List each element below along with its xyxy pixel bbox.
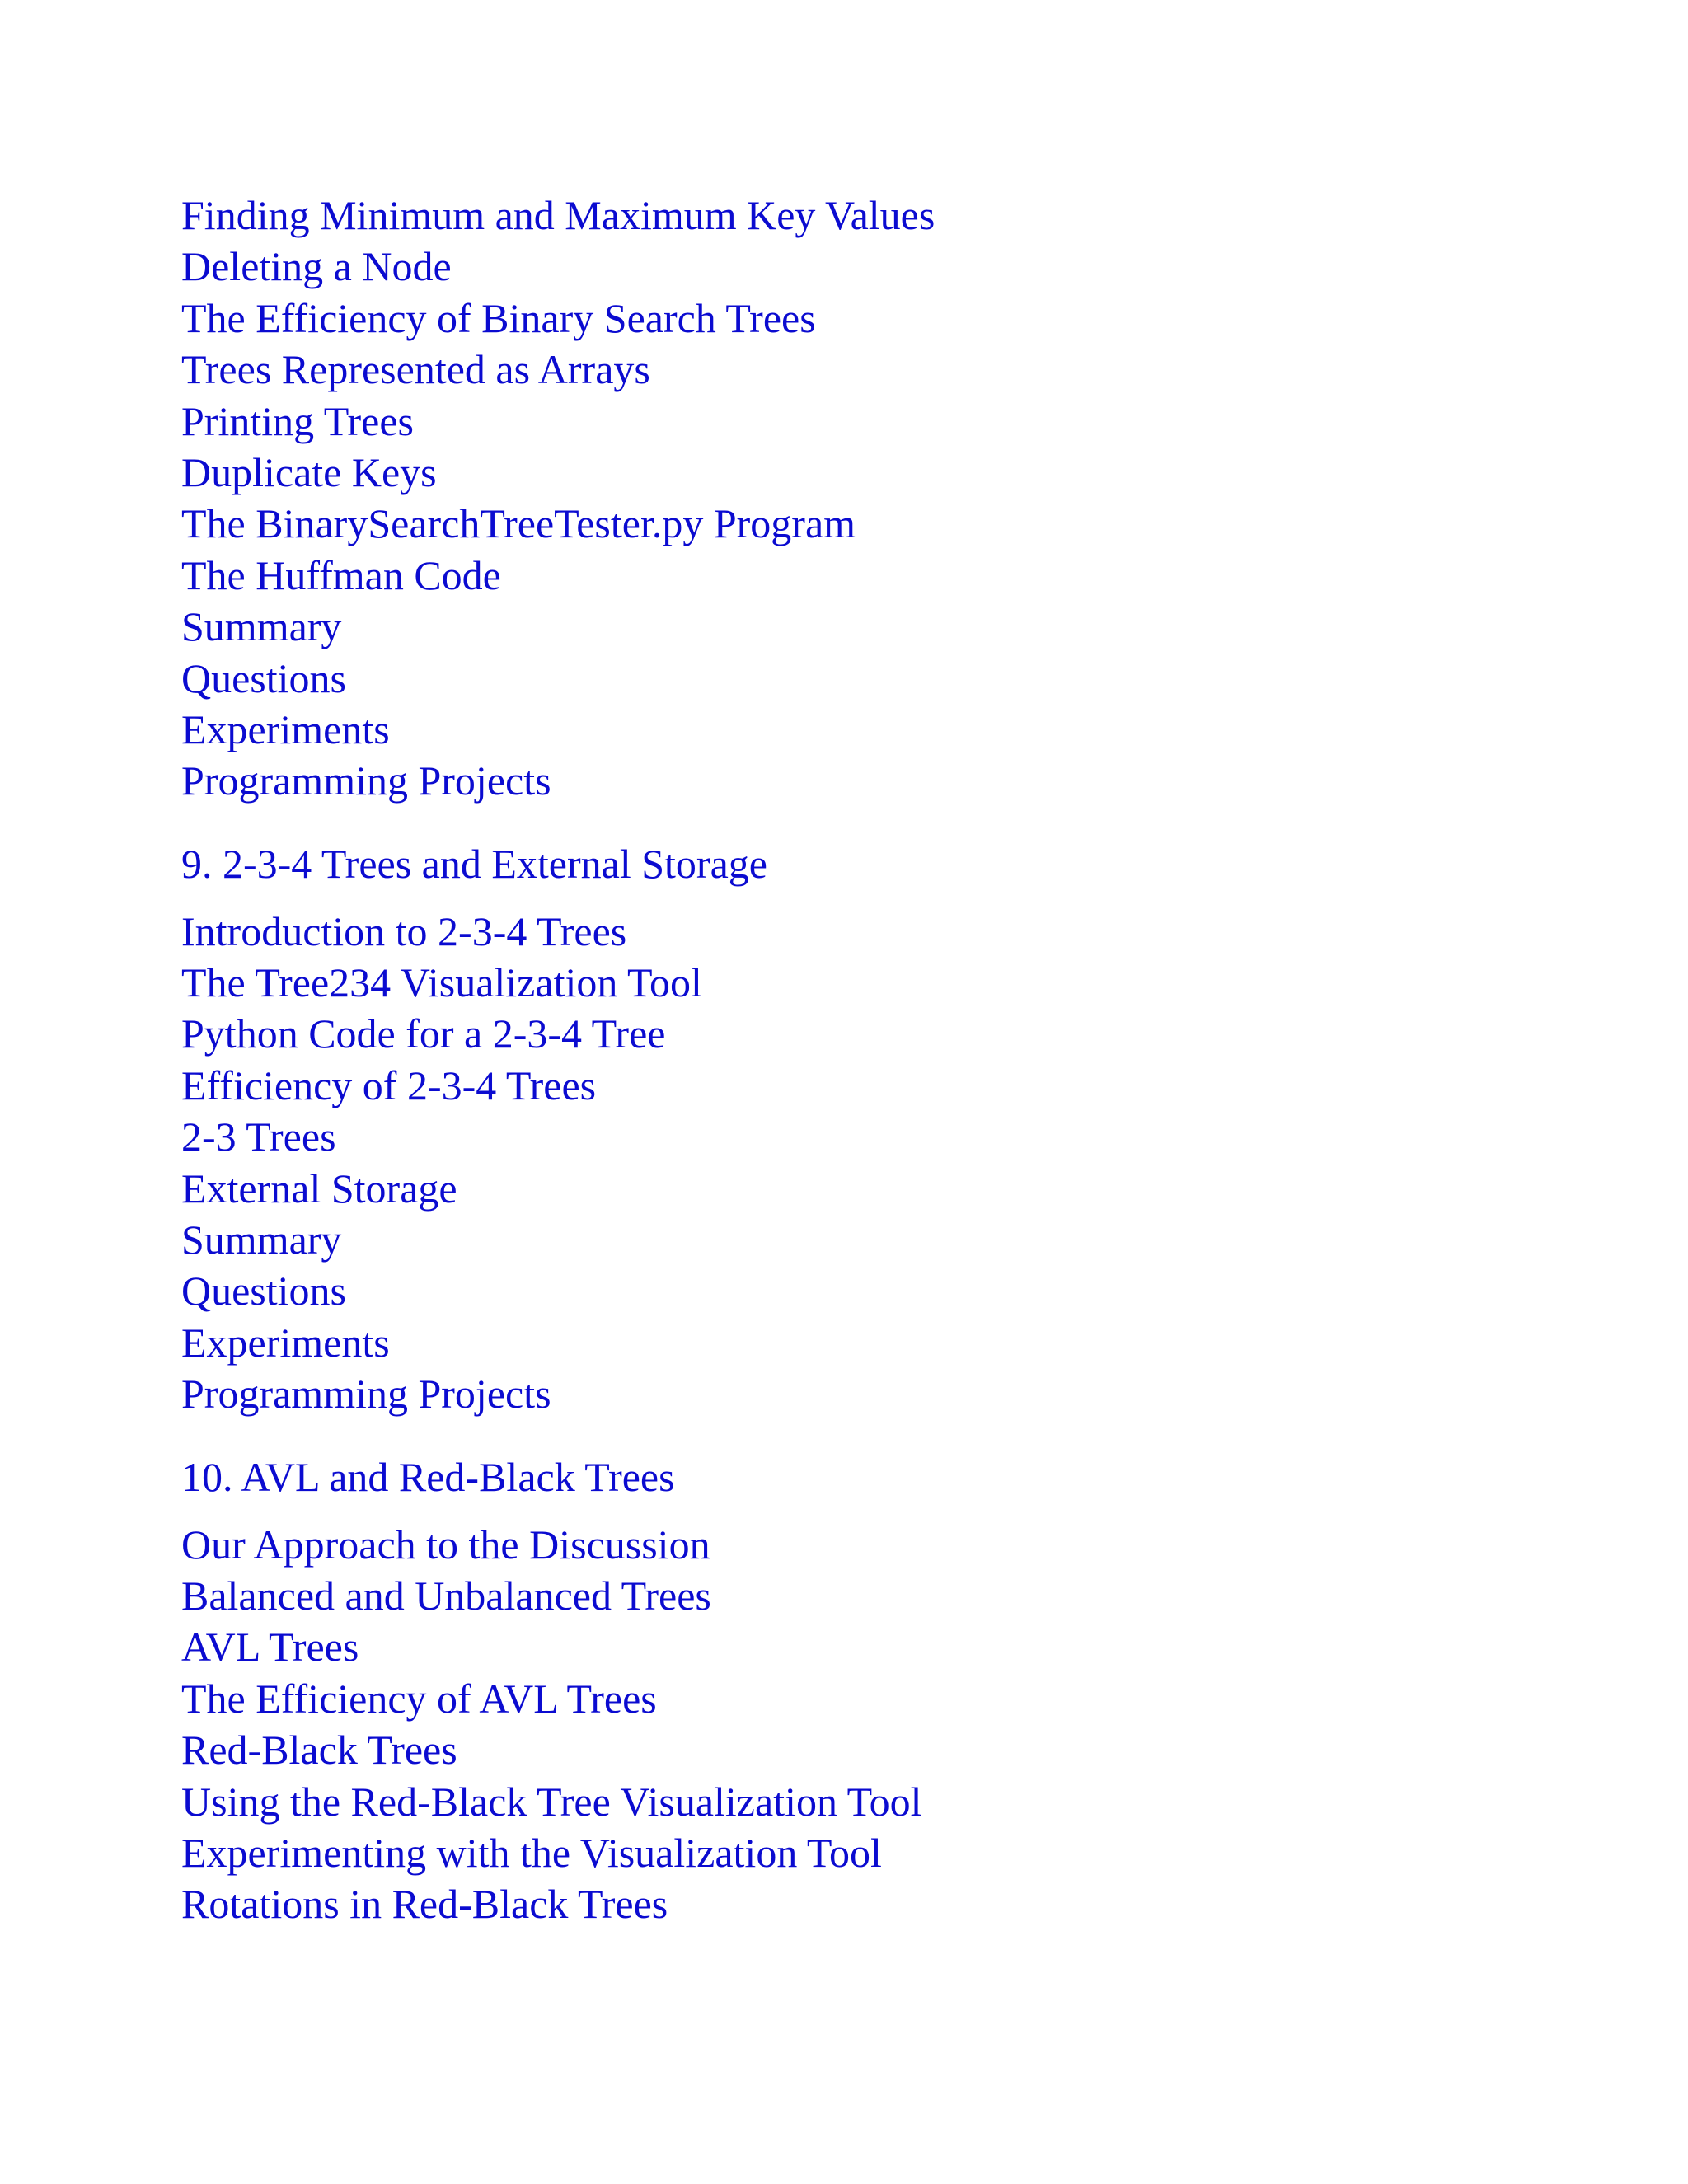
toc-link[interactable]: Experimenting with the Visualization Tool — [181, 1829, 882, 1876]
toc-link[interactable]: Duplicate Keys — [181, 448, 437, 495]
toc-link[interactable]: Experiments — [181, 1319, 390, 1366]
toc-link[interactable]: The Efficiency of Binary Search Trees — [181, 294, 816, 341]
toc-link[interactable]: Summary — [181, 603, 342, 650]
toc-link[interactable]: Using the Red-Black Tree Visualization Tool — [181, 1778, 922, 1825]
toc-link[interactable]: Summary — [181, 1216, 342, 1263]
toc-section-9 — [181, 838, 1582, 1420]
toc-list — [181, 1519, 1582, 1930]
chapter-title[interactable]: 10. AVL and Red-Black Trees — [181, 1453, 675, 1500]
toc-link[interactable]: Questions — [181, 1268, 346, 1315]
toc-link[interactable]: Rotations in Red-Black Trees — [181, 1881, 668, 1928]
toc-link[interactable]: Programming Projects — [181, 1371, 551, 1418]
toc-link[interactable]: Balanced and Unbalanced Trees — [181, 1572, 711, 1619]
toc-link[interactable]: The Huffman Code — [181, 551, 501, 598]
toc-section-8 — [181, 190, 1582, 807]
chapter-title[interactable]: 9. 2-3-4 Trees and External Storage — [181, 840, 767, 887]
toc-link[interactable]: Our Approach to the Discussion — [181, 1521, 710, 1568]
toc-link[interactable]: Programming Projects — [181, 757, 551, 804]
toc-link[interactable]: Introduction to 2-3-4 Trees — [181, 907, 627, 954]
toc-link[interactable]: The BinarySearchTreeTester.py Program — [181, 500, 856, 547]
toc-link[interactable]: AVL Trees — [181, 1624, 359, 1671]
toc-link[interactable]: Questions — [181, 654, 346, 701]
toc-link[interactable]: The Efficiency of AVL Trees — [181, 1675, 657, 1722]
toc-link[interactable]: The Tree234 Visualization Tool — [181, 959, 702, 1006]
toc-section-10 — [181, 1451, 1582, 1930]
toc-inner — [181, 190, 1582, 1930]
toc-link[interactable]: 2-3 Trees — [181, 1113, 336, 1160]
toc-link[interactable]: Trees Represented as Arrays — [181, 346, 650, 393]
toc-list — [181, 190, 1582, 807]
toc-link[interactable]: Experiments — [181, 705, 390, 752]
toc-list — [181, 906, 1582, 1420]
toc-clip — [181, 190, 1599, 1930]
toc-link[interactable]: Efficiency of 2-3-4 Trees — [181, 1062, 597, 1108]
toc-link[interactable]: Deleting a Node — [181, 243, 452, 290]
toc-link[interactable]: External Storage — [181, 1165, 457, 1212]
toc-link[interactable]: Python Code for a 2-3-4 Tree — [181, 1010, 666, 1057]
toc-link[interactable]: Printing Trees — [181, 397, 415, 444]
toc-link[interactable]: Red-Black Trees — [181, 1727, 457, 1774]
toc-link[interactable]: Finding Minimum and Maximum Key Values — [181, 192, 935, 238]
